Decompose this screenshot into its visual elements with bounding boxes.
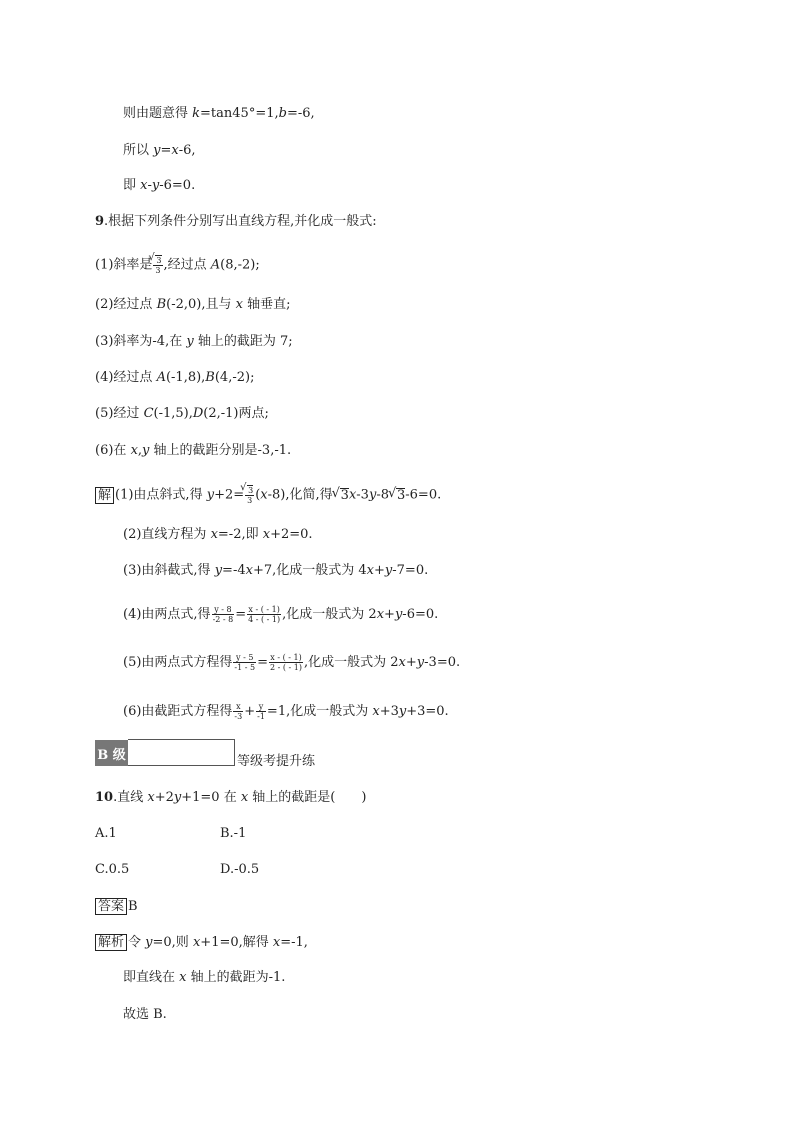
analysis-tag: 解析 — [95, 934, 127, 951]
analysis-line-3: 故选 B. — [123, 1007, 167, 1022]
solution-9-step-6: (6)由截距式方程得 $\frac{x}{-3}$ + $\frac{y}{-1}$ =1,化成一般式为 x+3y+3=0. — [123, 702, 449, 721]
solution-9-step-5: (5)由两点式方程得 $\frac{y - 5}{-1 - 5}$ = $\frac{x - ( - 1)}{2 - ( - 1)}$ ,化成一般式为 2x+y-3=0. — [123, 653, 461, 672]
level-title: 等级考提升练 — [237, 754, 316, 769]
question-9-condition-6: (6)在 x,y 轴上的截距分别是-3,-1. — [95, 443, 292, 458]
intro-line-3: 即 x-y-6=0. — [123, 178, 196, 193]
fraction: $\frac{y - 8}{-2 - 8}$ — [212, 605, 234, 624]
question-number: 10 — [95, 790, 114, 805]
intro-line-2: 所以 y=x-6, — [123, 143, 196, 158]
fraction: $\frac{y}{-1}$ — [257, 702, 265, 721]
question-10-stem: 10.直线 x+2y+1=0 在 x 轴上的截距是( ) — [95, 790, 367, 805]
solution-tag: 解 — [95, 487, 114, 504]
option-c: C.0.5 — [95, 862, 130, 877]
option-d: D.-0.5 — [220, 862, 260, 877]
answer-line — [95, 898, 138, 915]
question-9-condition-1: (1)斜率是 √ $\frac{3}{3}$ ,经过点 A(8,-2); — [95, 255, 260, 275]
solution-9-step-2: (2)直线方程为 x=-2,即 x+2=0. — [123, 527, 313, 542]
solution-9-step-3: (3)由斜截式,得 y=-4x+7,化成一般式为 4x+y-7=0. — [123, 563, 429, 578]
fraction: $\frac{x - ( - 1)}{4 - ( - 1)}$ — [248, 605, 281, 624]
fraction: √ $\frac{3}{3}$ — [153, 255, 162, 275]
question-9-condition-3: (3)斜率为-4,在 y 轴上的截距为 7; — [95, 334, 293, 349]
question-number: 9 — [95, 214, 105, 229]
answer-value: B — [128, 899, 138, 914]
question-9-condition-4: (4)经过点 A(-1,8),B(4,-2); — [95, 370, 255, 385]
option-a: A.1 — [95, 826, 117, 841]
solution-9-step-1: 解 (1)由点斜式,得 y+2= √ $\frac{3}{3}$ (x-8),化简,得√ 3x-3y-8√ 3-6=0. — [95, 485, 441, 505]
analysis-line-2: 即直线在 x 轴上的截距为-1. — [123, 970, 286, 985]
question-9-stem: 9.根据下列条件分别写出直线方程,并化成一般式: — [95, 214, 377, 229]
fraction: $\frac{y - 5}{-1 - 5}$ — [234, 653, 256, 672]
fraction: $\frac{x - ( - 1)}{2 - ( - 1)}$ — [270, 653, 302, 672]
fraction: √ $\frac{3}{3}$ — [245, 485, 254, 505]
solution-9-step-4: (4)由两点式,得 $\frac{y - 8}{-2 - 8}$ = $\frac{x - ( - 1)}{4 - ( - 1)}$ ,化成一般式为 2x+y-6=0. — [123, 605, 439, 624]
intro-line-1: 则由题意得 k=tan45°=1,b=-6, — [123, 106, 315, 121]
fraction: $\frac{x}{-3}$ — [234, 702, 243, 721]
analysis-line-1: 解析 令 y=0,则 x+1=0,解得 x=-1, — [95, 934, 308, 951]
level-box — [128, 739, 235, 766]
answer-tag: 答案 — [95, 898, 127, 915]
question-9-condition-5: (5)经过 C(-1,5),D(2,-1)两点; — [95, 406, 269, 421]
question-9-condition-2: (2)经过点 B(-2,0),且与 x 轴垂直; — [95, 297, 291, 312]
level-badge: B 级 — [95, 740, 128, 766]
level-header — [95, 740, 316, 769]
option-b: B.-1 — [220, 826, 247, 841]
